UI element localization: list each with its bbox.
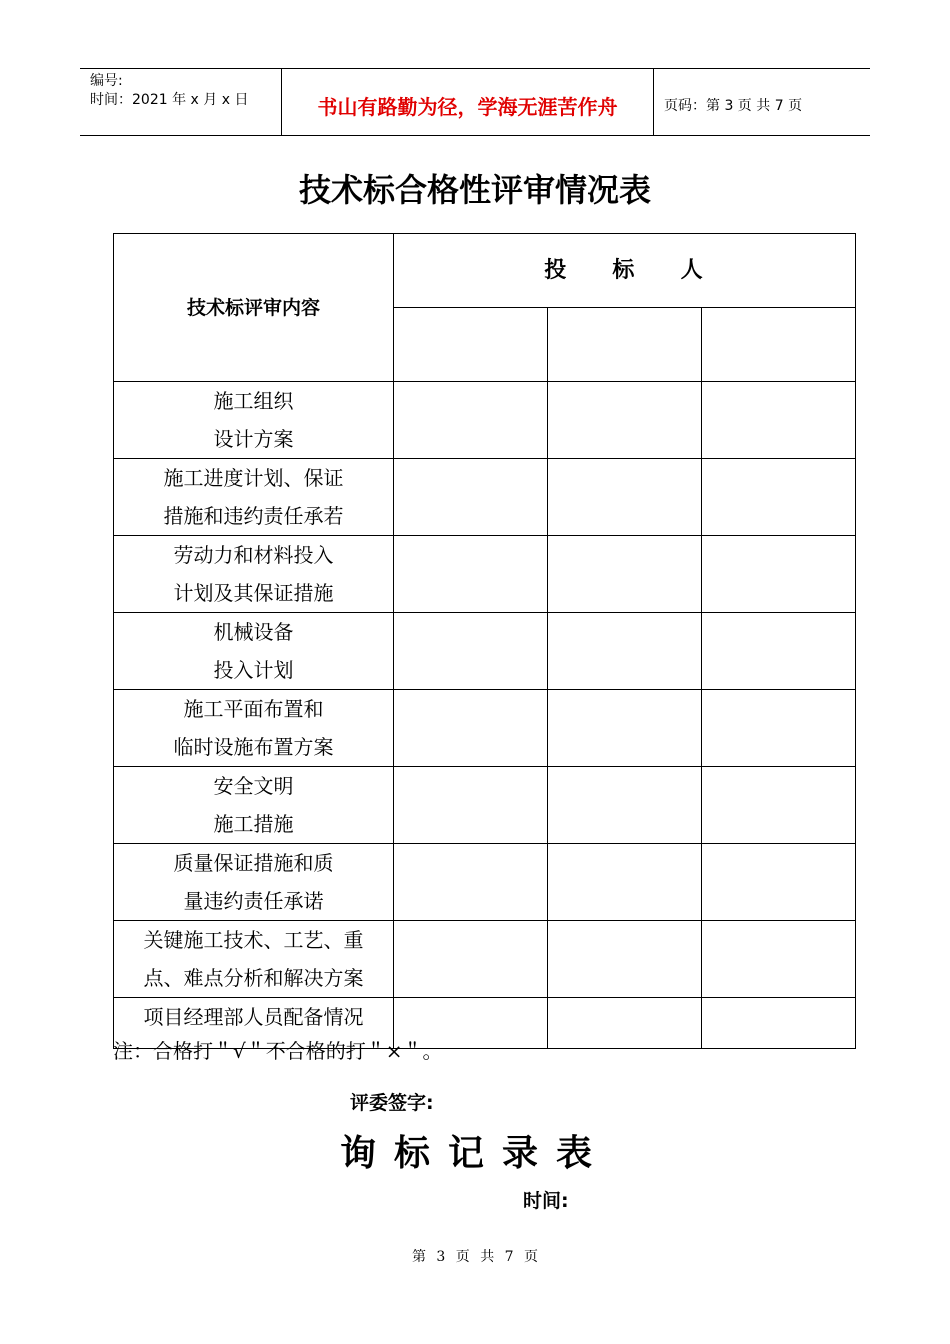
score-cell — [394, 382, 548, 459]
score-cell — [548, 459, 702, 536]
score-cell — [548, 998, 702, 1049]
bidder-header-char: 人 — [680, 257, 705, 283]
table-row — [114, 613, 856, 690]
table-row — [114, 690, 856, 767]
motto: 书山有路勤为径，学海无涯苦作舟 — [282, 69, 654, 135]
score-cell — [394, 613, 548, 690]
score-cell — [702, 690, 856, 767]
score-cell — [548, 613, 702, 690]
score-cell — [702, 382, 856, 459]
score-cell — [548, 844, 702, 921]
header-meta — [80, 69, 282, 135]
score-cell — [702, 536, 856, 613]
note: 注：合格打＂√＂不合格的打＂×＂。 — [113, 1039, 443, 1063]
review-table — [113, 233, 856, 1049]
score-cell — [394, 690, 548, 767]
score-cell — [702, 921, 856, 998]
bidder-cell — [548, 308, 702, 382]
page-title: 技术标合格性评审情况表 — [298, 171, 651, 209]
score-cell — [702, 844, 856, 921]
score-cell — [394, 536, 548, 613]
bidder-header-char: 投 — [544, 257, 569, 283]
section-title: 询标记录表 — [339, 1133, 610, 1174]
row-label: 项目经理部人员配备情况 — [114, 998, 394, 1049]
date-label: 时间：2021 年 x 月 x 日 — [90, 92, 249, 108]
row-label: 安全文明 施工措施 — [114, 767, 394, 844]
number-label: 编号: — [90, 73, 123, 89]
row-label: 施工组织 设计方案 — [114, 382, 394, 459]
table-row — [114, 844, 856, 921]
time-label: 时间: — [523, 1190, 569, 1212]
table-row — [114, 536, 856, 613]
bidder-cell — [702, 308, 856, 382]
score-cell — [548, 536, 702, 613]
bidder-header — [394, 234, 856, 308]
page-footer: 第 3 页 共 7 页 — [411, 1249, 539, 1265]
score-cell — [394, 921, 548, 998]
page-header — [80, 68, 870, 136]
row-label: 关键施工技术、工艺、重 点、难点分析和解决方案 — [114, 921, 394, 998]
bidder-cell — [394, 308, 548, 382]
score-cell — [394, 459, 548, 536]
score-cell — [548, 767, 702, 844]
score-cell — [702, 459, 856, 536]
row-label: 施工平面布置和 临时设施布置方案 — [114, 690, 394, 767]
table-row — [114, 459, 856, 536]
table-row — [114, 767, 856, 844]
row-label: 质量保证措施和质 量违约责任承诺 — [114, 844, 394, 921]
score-cell — [394, 844, 548, 921]
signature-label: 评委签字: — [350, 1092, 434, 1114]
table-row — [114, 921, 856, 998]
row-label: 劳动力和材料投入 计划及其保证措施 — [114, 536, 394, 613]
score-cell — [702, 767, 856, 844]
row-label: 机械设备 投入计划 — [114, 613, 394, 690]
table-row — [114, 382, 856, 459]
content-header: 技术标评审内容 — [114, 234, 394, 382]
page-info: 页码：第 3 页 共 7 页 — [664, 98, 803, 114]
score-cell — [394, 767, 548, 844]
bidder-header-char: 标 — [612, 257, 637, 283]
score-cell — [548, 921, 702, 998]
score-cell — [702, 613, 856, 690]
score-cell — [548, 382, 702, 459]
score-cell — [702, 998, 856, 1049]
row-label: 施工进度计划、保证 措施和违约责任承若 — [114, 459, 394, 536]
score-cell — [548, 690, 702, 767]
